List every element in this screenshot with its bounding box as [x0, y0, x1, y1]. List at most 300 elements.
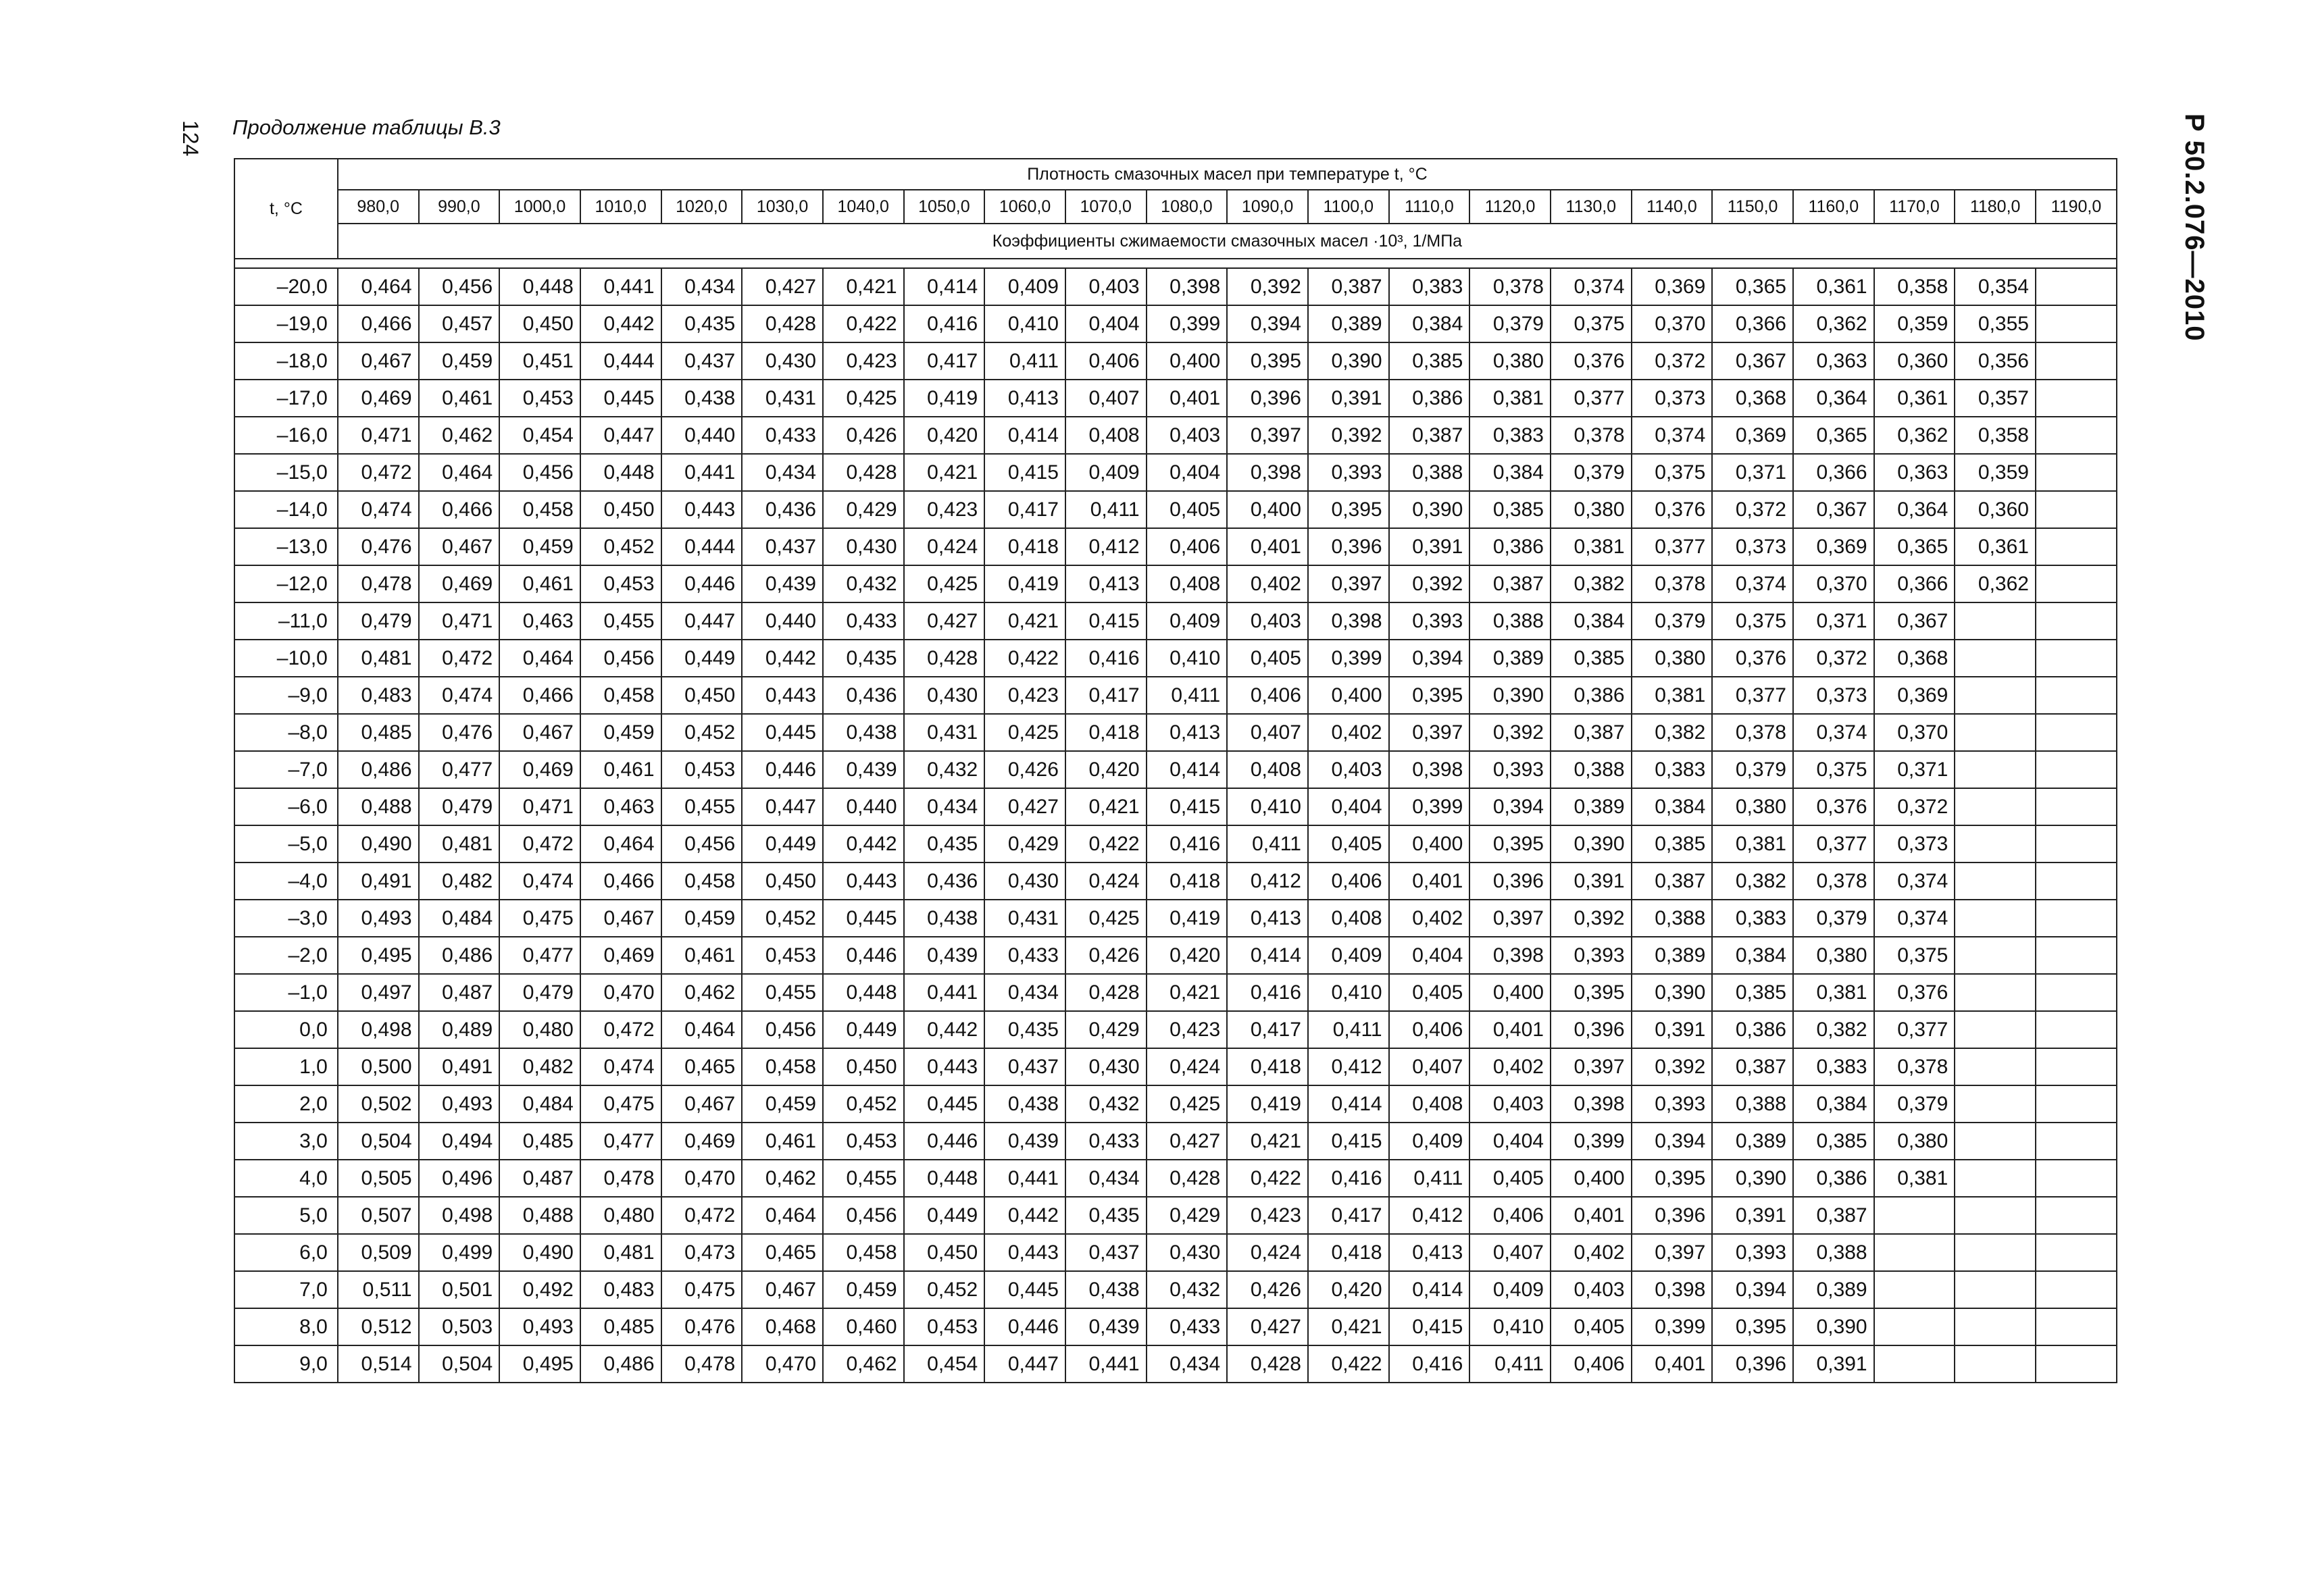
coefficient-cell: 0,392	[1227, 268, 1308, 305]
coefficient-cell: 0,369	[1874, 677, 1955, 714]
coefficient-cell: 0,363	[1793, 342, 1874, 380]
coefficient-cell: 0,464	[661, 1011, 743, 1048]
coefficient-cell: 0,459	[419, 342, 500, 380]
coefficient-cell: 0,424	[904, 528, 985, 565]
coefficient-cell	[1955, 1160, 2036, 1197]
coefficient-cell: 0,466	[580, 863, 661, 900]
coefficient-cell: 0,404	[1147, 454, 1228, 491]
coefficient-cell: 0,463	[580, 788, 661, 825]
coefficient-cell: 0,412	[1227, 863, 1308, 900]
coefficient-cell	[2036, 1085, 2117, 1123]
coefficient-cell: 0,425	[1065, 900, 1147, 937]
coefficient-cell: 0,410	[1147, 640, 1228, 677]
density-group-header: Плотность смазочных масел при температуре t, °C	[338, 159, 2117, 190]
coefficient-cell	[1874, 1197, 1955, 1234]
coefficient-cell: 0,398	[1389, 751, 1470, 788]
coefficient-cell	[2036, 788, 2117, 825]
coefficient-cell: 0,434	[742, 454, 823, 491]
coefficient-cell: 0,399	[1147, 305, 1228, 342]
coefficient-cell: 0,447	[580, 417, 661, 454]
coefficient-cell: 0,447	[984, 1345, 1065, 1383]
coefficient-cell: 0,391	[1389, 528, 1470, 565]
coefficient-cell: 0,428	[823, 454, 904, 491]
temperature-cell: –1,0	[234, 974, 338, 1011]
coefficient-cell: 0,512	[338, 1308, 419, 1345]
coefficient-cell: 0,395	[1389, 677, 1470, 714]
table-row	[234, 1085, 2117, 1123]
temperature-cell: 8,0	[234, 1308, 338, 1345]
coefficient-cell: 0,388	[1551, 751, 1632, 788]
density-header: 1170,0	[1874, 190, 1955, 224]
coefficient-cell: 0,481	[419, 825, 500, 863]
coefficient-cell: 0,429	[823, 491, 904, 528]
coefficient-cell: 0,392	[1308, 417, 1389, 454]
coefficient-cell: 0,469	[338, 380, 419, 417]
coefficient-cell: 0,439	[823, 751, 904, 788]
coefficient-cell: 0,456	[499, 454, 580, 491]
coefficient-cell: 0,447	[742, 788, 823, 825]
coefficient-cell: 0,409	[1389, 1123, 1470, 1160]
coefficient-cell: 0,372	[1712, 491, 1793, 528]
coefficient-cell: 0,501	[419, 1271, 500, 1308]
temperature-cell: –5,0	[234, 825, 338, 863]
coefficient-cell: 0,477	[499, 937, 580, 974]
coefficient-cell: 0,470	[661, 1160, 743, 1197]
coefficient-cell: 0,418	[984, 528, 1065, 565]
coefficient-cell: 0,479	[419, 788, 500, 825]
coefficient-cell	[2036, 380, 2117, 417]
coefficient-cell: 0,411	[984, 342, 1065, 380]
density-header: 1070,0	[1065, 190, 1147, 224]
coefficient-cell	[1955, 937, 2036, 974]
coefficient-cell: 0,424	[1147, 1048, 1228, 1085]
coefficient-cell: 0,421	[984, 602, 1065, 640]
coefficient-cell: 0,390	[1793, 1308, 1874, 1345]
coefficient-cell: 0,458	[580, 677, 661, 714]
coefficient-cell: 0,395	[1712, 1308, 1793, 1345]
coefficient-cell: 0,475	[499, 900, 580, 937]
coefficient-cell: 0,411	[1065, 491, 1147, 528]
coefficient-cell	[1874, 1308, 1955, 1345]
coefficient-cell: 0,365	[1712, 268, 1793, 305]
coefficient-cell: 0,369	[1712, 417, 1793, 454]
coefficient-cell: 0,440	[823, 788, 904, 825]
coefficient-cell: 0,382	[1551, 565, 1632, 602]
coefficient-cell: 0,455	[823, 1160, 904, 1197]
coefficient-cell: 0,359	[1955, 454, 2036, 491]
header-separator	[234, 259, 2117, 268]
coefficient-cell: 0,413	[1227, 900, 1308, 937]
coefficient-cell: 0,465	[742, 1234, 823, 1271]
density-header: 1180,0	[1955, 190, 2036, 224]
coefficient-cell: 0,469	[499, 751, 580, 788]
temperature-cell: –6,0	[234, 788, 338, 825]
coefficient-cell: 0,461	[661, 937, 743, 974]
coefficient-cell: 0,433	[1147, 1308, 1228, 1345]
temperature-cell: 4,0	[234, 1160, 338, 1197]
coefficient-cell: 0,385	[1632, 825, 1713, 863]
coefficient-cell: 0,449	[904, 1197, 985, 1234]
coefficient-cell: 0,373	[1712, 528, 1793, 565]
coefficient-cell	[1874, 1234, 1955, 1271]
coefficient-cell: 0,390	[1632, 974, 1713, 1011]
coefficient-cell: 0,420	[1308, 1271, 1389, 1308]
coefficient-cell: 0,414	[1227, 937, 1308, 974]
coefficient-cell: 0,396	[1308, 528, 1389, 565]
coefficient-cell: 0,398	[1551, 1085, 1632, 1123]
temperature-cell: –13,0	[234, 528, 338, 565]
coefficient-cell: 0,390	[1389, 491, 1470, 528]
coefficient-cell: 0,377	[1632, 528, 1713, 565]
temperature-cell: –14,0	[234, 491, 338, 528]
coefficient-cell: 0,443	[742, 677, 823, 714]
table-caption: Продолжение таблицы В.3	[232, 115, 501, 139]
coefficient-cell: 0,438	[1065, 1271, 1147, 1308]
table-row	[234, 1160, 2117, 1197]
coefficient-cell: 0,469	[661, 1123, 743, 1160]
coefficient-cell: 0,493	[419, 1085, 500, 1123]
temperature-cell: –9,0	[234, 677, 338, 714]
coefficient-cell: 0,365	[1874, 528, 1955, 565]
coefficient-cell: 0,414	[1308, 1085, 1389, 1123]
coefficient-cell: 0,414	[1389, 1271, 1470, 1308]
coefficient-cell: 0,431	[742, 380, 823, 417]
coefficient-cell: 0,381	[1712, 825, 1793, 863]
coefficient-cell: 0,423	[904, 491, 985, 528]
coefficient-cell: 0,472	[499, 825, 580, 863]
coefficient-cell: 0,385	[1793, 1123, 1874, 1160]
coefficient-cell: 0,490	[499, 1234, 580, 1271]
coefficient-cell: 0,455	[742, 974, 823, 1011]
coefficient-cell: 0,372	[1793, 640, 1874, 677]
coefficient-cell: 0,445	[823, 900, 904, 937]
coefficient-cell: 0,452	[580, 528, 661, 565]
temperature-cell: 5,0	[234, 1197, 338, 1234]
coefficient-cell: 0,408	[1065, 417, 1147, 454]
coefficient-cell: 0,488	[499, 1197, 580, 1234]
coefficient-cell: 0,433	[1065, 1123, 1147, 1160]
coefficient-cell: 0,420	[904, 417, 985, 454]
coefficient-cell: 0,374	[1551, 268, 1632, 305]
coefficient-cell: 0,361	[1793, 268, 1874, 305]
coefficient-cell: 0,388	[1469, 602, 1551, 640]
coefficient-cell: 0,415	[984, 454, 1065, 491]
coefficient-cell: 0,384	[1632, 788, 1713, 825]
coefficient-cell: 0,377	[1793, 825, 1874, 863]
temperature-cell: –20,0	[234, 268, 338, 305]
coefficient-cell: 0,374	[1793, 714, 1874, 751]
coefficient-cell: 0,443	[661, 491, 743, 528]
coefficient-cell: 0,415	[1147, 788, 1228, 825]
coefficient-cell: 0,450	[742, 863, 823, 900]
density-header: 1020,0	[661, 190, 743, 224]
coefficient-cell: 0,406	[1551, 1345, 1632, 1383]
coefficient-cell: 0,377	[1712, 677, 1793, 714]
coefficient-cell: 0,395	[1469, 825, 1551, 863]
coefficient-cell: 0,400	[1469, 974, 1551, 1011]
density-header: 1030,0	[742, 190, 823, 224]
coefficient-cell: 0,374	[1712, 565, 1793, 602]
coefficient-cell: 0,392	[1551, 900, 1632, 937]
coefficient-cell: 0,421	[1308, 1308, 1389, 1345]
coefficient-cell: 0,478	[661, 1345, 743, 1383]
coefficient-cell	[2036, 1234, 2117, 1271]
coefficient-cell	[2036, 1308, 2117, 1345]
coefficient-cell: 0,472	[580, 1011, 661, 1048]
coefficient-cell: 0,413	[1389, 1234, 1470, 1271]
table-row	[234, 1197, 2117, 1234]
coefficient-cell: 0,431	[984, 900, 1065, 937]
coefficient-cell: 0,443	[904, 1048, 985, 1085]
coefficient-cell: 0,394	[1632, 1123, 1713, 1160]
temperature-cell: –19,0	[234, 305, 338, 342]
coefficient-cell: 0,414	[904, 268, 985, 305]
coefficient-cell: 0,381	[1632, 677, 1713, 714]
coefficient-cell: 0,459	[499, 528, 580, 565]
coefficient-cell	[1955, 1345, 2036, 1383]
coefficient-cell: 0,392	[1469, 714, 1551, 751]
coefficient-cell: 0,463	[499, 602, 580, 640]
coefficient-cell: 0,401	[1551, 1197, 1632, 1234]
coefficient-cell: 0,464	[499, 640, 580, 677]
coefficient-cell: 0,378	[1874, 1048, 1955, 1085]
temperature-cell: 3,0	[234, 1123, 338, 1160]
coefficient-cell: 0,382	[1712, 863, 1793, 900]
density-header: 1080,0	[1147, 190, 1228, 224]
coefficient-cell: 0,462	[661, 974, 743, 1011]
coefficient-cell: 0,474	[338, 491, 419, 528]
coefficient-cell: 0,425	[984, 714, 1065, 751]
coefficient-cell	[1955, 825, 2036, 863]
coefficient-cell: 0,389	[1308, 305, 1389, 342]
coefficient-cell: 0,426	[823, 417, 904, 454]
coefficient-cell: 0,407	[1227, 714, 1308, 751]
coefficient-cell: 0,444	[661, 528, 743, 565]
coefficient-cell	[1955, 1271, 2036, 1308]
coefficient-cell: 0,448	[904, 1160, 985, 1197]
coefficient-cell: 0,467	[661, 1085, 743, 1123]
coefficient-cell: 0,363	[1874, 454, 1955, 491]
temperature-cell: –8,0	[234, 714, 338, 751]
coefficient-cell: 0,500	[338, 1048, 419, 1085]
coefficient-cell: 0,387	[1632, 863, 1713, 900]
density-header: 1140,0	[1632, 190, 1713, 224]
coefficient-cell: 0,387	[1389, 417, 1470, 454]
coefficient-cell: 0,394	[1712, 1271, 1793, 1308]
coefficient-cell: 0,455	[580, 602, 661, 640]
coefficient-cell: 0,383	[1389, 268, 1470, 305]
coefficient-cell: 0,421	[1147, 974, 1228, 1011]
coefficient-cell: 0,379	[1712, 751, 1793, 788]
coefficient-cell: 0,390	[1469, 677, 1551, 714]
coefficient-cell: 0,410	[1227, 788, 1308, 825]
coefficient-cell: 0,408	[1389, 1085, 1470, 1123]
coefficient-cell: 0,372	[1632, 342, 1713, 380]
coefficient-cell: 0,467	[580, 900, 661, 937]
coefficient-cell: 0,437	[1065, 1234, 1147, 1271]
coefficient-cell: 0,416	[904, 305, 985, 342]
coefficient-cell	[2036, 305, 2117, 342]
coefficient-cell: 0,416	[1308, 1160, 1389, 1197]
coefficient-cell: 0,477	[580, 1123, 661, 1160]
coefficient-cell	[1955, 714, 2036, 751]
coefficient-cell: 0,488	[338, 788, 419, 825]
coefficient-cell: 0,458	[499, 491, 580, 528]
coefficient-cell: 0,380	[1874, 1123, 1955, 1160]
coefficient-cell: 0,430	[823, 528, 904, 565]
coefficient-cell: 0,511	[338, 1271, 419, 1308]
coefficient-cell: 0,368	[1712, 380, 1793, 417]
coefficient-cell: 0,456	[661, 825, 743, 863]
coefficient-cell: 0,481	[338, 640, 419, 677]
coefficient-cell: 0,401	[1147, 380, 1228, 417]
coefficient-cell: 0,409	[1308, 937, 1389, 974]
coefficient-cell: 0,402	[1389, 900, 1470, 937]
coefficient-cell: 0,441	[661, 454, 743, 491]
coefficient-cell: 0,428	[1227, 1345, 1308, 1383]
coefficient-cell: 0,425	[1147, 1085, 1228, 1123]
temperature-cell: –10,0	[234, 640, 338, 677]
coefficient-cell: 0,403	[1308, 751, 1389, 788]
coefficient-cell: 0,378	[1632, 565, 1713, 602]
coefficient-cell: 0,449	[823, 1011, 904, 1048]
coefficient-cell: 0,395	[1632, 1160, 1713, 1197]
coefficient-cell: 0,403	[1065, 268, 1147, 305]
coefficient-cell: 0,398	[1308, 602, 1389, 640]
coefficient-cell: 0,403	[1551, 1271, 1632, 1308]
coefficient-cell: 0,467	[419, 528, 500, 565]
coefficient-cell: 0,386	[1793, 1160, 1874, 1197]
coefficient-cell: 0,406	[1469, 1197, 1551, 1234]
coefficient-cell: 0,460	[823, 1308, 904, 1345]
table-row	[234, 640, 2117, 677]
coefficient-cell: 0,382	[1793, 1011, 1874, 1048]
coefficient-cell: 0,381	[1874, 1160, 1955, 1197]
coefficient-cell: 0,420	[1065, 751, 1147, 788]
coefficient-cell: 0,359	[1874, 305, 1955, 342]
coefficient-cell: 0,397	[1389, 714, 1470, 751]
density-header: 1100,0	[1308, 190, 1389, 224]
coefficient-cell: 0,360	[1874, 342, 1955, 380]
coefficient-cell: 0,417	[1227, 1011, 1308, 1048]
coefficient-cell: 0,370	[1793, 565, 1874, 602]
coefficient-cell: 0,391	[1632, 1011, 1713, 1048]
coefficient-cell: 0,436	[904, 863, 985, 900]
document-code: Р 50.2.076—2010	[2180, 113, 2209, 342]
coefficient-cell: 0,421	[1065, 788, 1147, 825]
coefficient-cell: 0,392	[1632, 1048, 1713, 1085]
coefficient-cell: 0,362	[1874, 417, 1955, 454]
coefficient-cell: 0,456	[823, 1197, 904, 1234]
coefficient-cell: 0,411	[1389, 1160, 1470, 1197]
coefficient-cell: 0,455	[661, 788, 743, 825]
coefficient-cell: 0,432	[823, 565, 904, 602]
coefficient-cell: 0,402	[1308, 714, 1389, 751]
temperature-cell: –12,0	[234, 565, 338, 602]
table-row	[234, 528, 2117, 565]
coefficient-cell: 0,472	[661, 1197, 743, 1234]
table-row	[234, 677, 2117, 714]
coefficient-cell: 0,421	[904, 454, 985, 491]
coefficient-cell: 0,413	[1147, 714, 1228, 751]
coefficient-cell: 0,484	[499, 1085, 580, 1123]
coefficient-cell: 0,468	[742, 1308, 823, 1345]
coefficient-cell: 0,393	[1632, 1085, 1713, 1123]
coefficient-cell: 0,370	[1632, 305, 1713, 342]
coefficient-cell: 0,403	[1227, 602, 1308, 640]
coefficient-cell: 0,421	[823, 268, 904, 305]
coefficient-cell: 0,434	[984, 974, 1065, 1011]
coefficient-cell: 0,421	[1227, 1123, 1308, 1160]
coefficient-cell: 0,434	[661, 268, 743, 305]
coefficient-cell: 0,373	[1874, 825, 1955, 863]
coefficient-cell: 0,464	[742, 1197, 823, 1234]
coefficient-cell: 0,467	[338, 342, 419, 380]
coefficient-cell: 0,493	[499, 1308, 580, 1345]
coefficient-cell: 0,401	[1632, 1345, 1713, 1383]
coefficient-cell: 0,387	[1469, 565, 1551, 602]
coefficient-cell: 0,371	[1793, 602, 1874, 640]
coefficient-cell: 0,397	[1551, 1048, 1632, 1085]
coefficient-cell: 0,502	[338, 1085, 419, 1123]
coefficient-cell: 0,495	[338, 937, 419, 974]
coefficient-cell: 0,464	[338, 268, 419, 305]
coefficient-cell: 0,445	[742, 714, 823, 751]
coefficient-cell: 0,461	[419, 380, 500, 417]
coefficient-cell: 0,384	[1793, 1085, 1874, 1123]
temperature-cell: –3,0	[234, 900, 338, 937]
table-row	[234, 751, 2117, 788]
coefficient-cell	[1955, 1048, 2036, 1085]
coefficient-cell: 0,409	[984, 268, 1065, 305]
coefficient-cell: 0,376	[1632, 491, 1713, 528]
coefficient-cell: 0,439	[742, 565, 823, 602]
density-header: 1000,0	[499, 190, 580, 224]
coefficient-cell: 0,458	[742, 1048, 823, 1085]
coefficient-cell: 0,483	[338, 677, 419, 714]
coefficient-cell: 0,452	[823, 1085, 904, 1123]
coefficient-cell: 0,386	[1469, 528, 1551, 565]
coefficient-cell: 0,426	[1065, 937, 1147, 974]
coefficient-cell: 0,423	[1147, 1011, 1228, 1048]
coefficient-cell: 0,504	[338, 1123, 419, 1160]
coefficient-cell: 0,507	[338, 1197, 419, 1234]
coefficient-cell: 0,387	[1551, 714, 1632, 751]
coefficient-cell: 0,360	[1955, 491, 2036, 528]
coefficient-cell: 0,514	[338, 1345, 419, 1383]
coefficient-cell	[2036, 1123, 2117, 1160]
coefficient-cell: 0,452	[904, 1271, 985, 1308]
coefficient-cell: 0,378	[1551, 417, 1632, 454]
coefficient-cell	[2036, 974, 2117, 1011]
coefficient-cell: 0,366	[1793, 454, 1874, 491]
table-row	[234, 1345, 2117, 1383]
coefficient-cell: 0,404	[1308, 788, 1389, 825]
coefficient-cell: 0,476	[419, 714, 500, 751]
coefficient-cell: 0,411	[1227, 825, 1308, 863]
coefficient-cell: 0,357	[1955, 380, 2036, 417]
coefficient-cell: 0,393	[1712, 1234, 1793, 1271]
coefficient-cell: 0,434	[1065, 1160, 1147, 1197]
coefficient-cell: 0,475	[661, 1271, 743, 1308]
coefficient-cell: 0,414	[984, 417, 1065, 454]
coefficient-cell: 0,443	[984, 1234, 1065, 1271]
coefficient-cell: 0,386	[1712, 1011, 1793, 1048]
coefficient-cell: 0,456	[419, 268, 500, 305]
coefficient-cell: 0,414	[1147, 751, 1228, 788]
coefficient-cell: 0,473	[661, 1234, 743, 1271]
density-header: 1160,0	[1793, 190, 1874, 224]
